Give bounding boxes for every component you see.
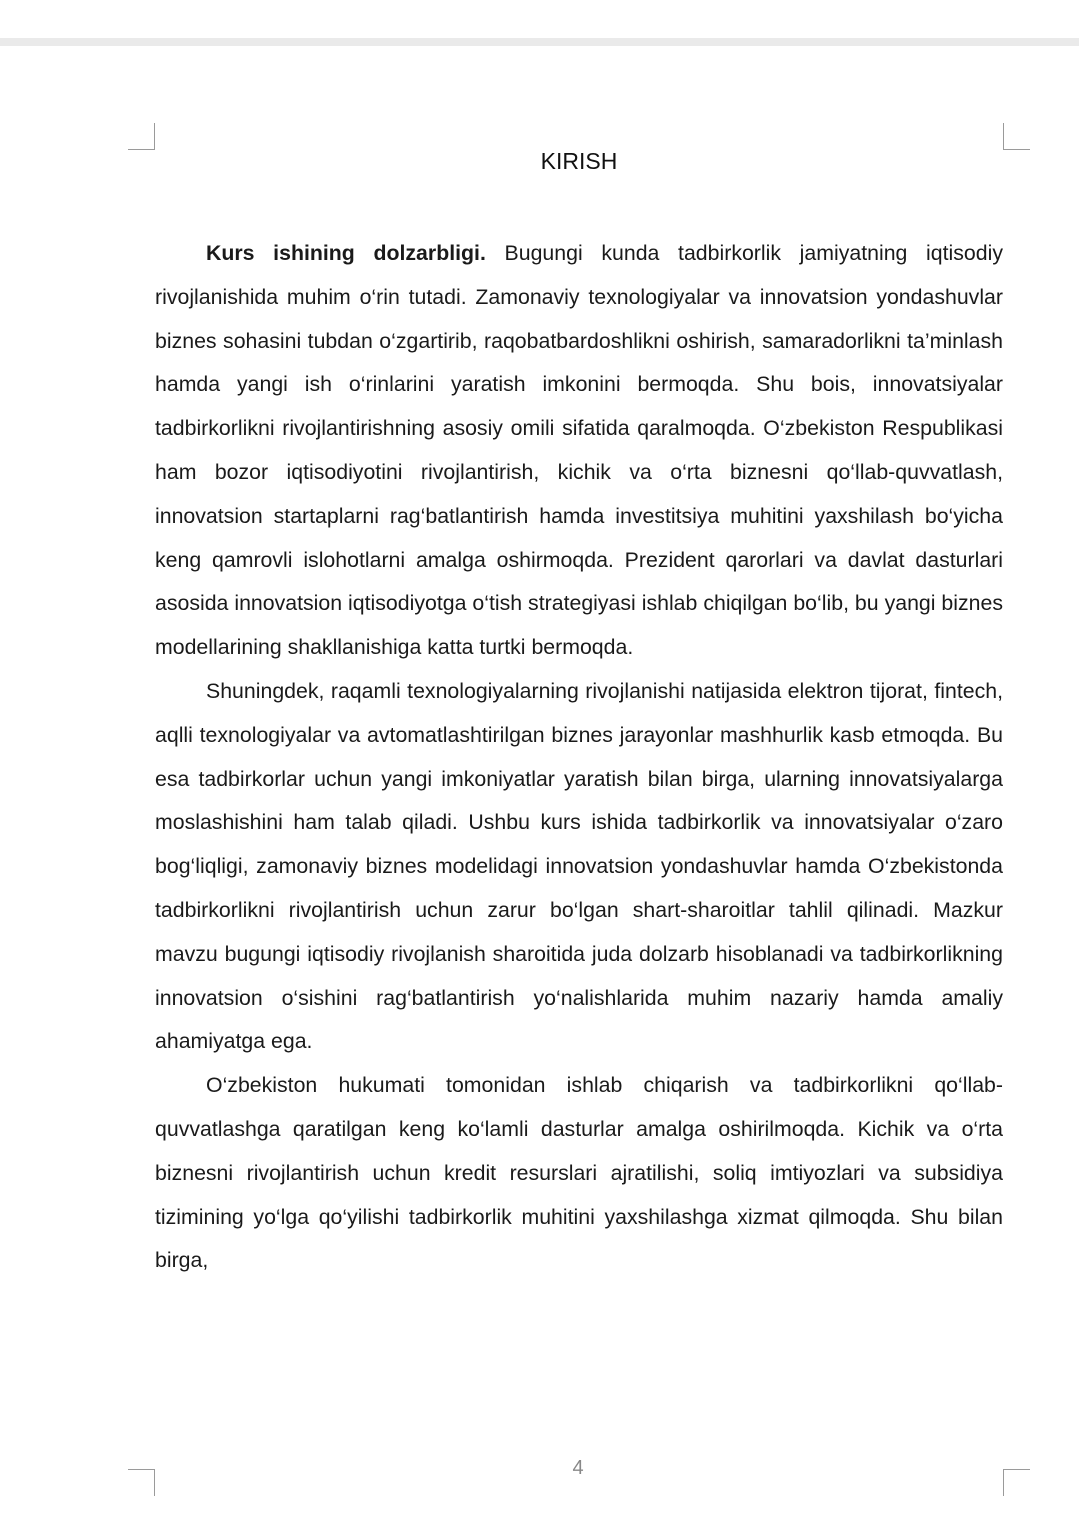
margin-corner-mark-bottom-right <box>1003 1469 1030 1496</box>
page-heading: KIRISH <box>540 148 618 174</box>
paragraph-3-text: O‘zbekiston hukumati tomonidan ishlab chiqarish va tadbirkorlikni qo‘llab-quvvatlashga qaratilgan keng ko‘lamli dasturlar amalga oshirilmoqda. Kichik va o‘rta biznesni rivojlantirish uchun kredit resurslari ajratilishi, soliq imtiyozlari va subsidiya tizimining yo‘lga qo‘yilishi tadbirkorlik muhitini yaxshilashga xizmat qilmoqda. Shu bilan birga, <box>155 1073 1003 1273</box>
paragraph-1-text: Bugungi kunda tadbirkorlik jamiyatning iqtisodiy rivojlanishida muhim o‘rin tutadi. Zamonaviy texnologiyalar va innovatsion yondashuvlar biznes sohasini tubdan o‘zgartirib, raqobatbardoshlikni oshirish, samaradorlikni ta’minlash hamda yangi ish o‘rinlarini yaratish imkonini bermoqda. Shu bois, innovatsiyalar tadbirkorlikni rivojlantirishning asosiy omili sifatida qaralmoqda. O‘zbekiston Respublikasi ham bozor iqtisodiyotini rivojlantirish, kichik va o‘rta biznesni qo‘llab-quvvatlash, innovatsion startaplarni rag‘batlantirish hamda investitsiya muhitini yaxshilash bo‘yicha keng qamrovli islohotlarni amalga oshirmoqda. Prezident qarorlari va davlat dasturlari asosida innovatsion iqtisodiyotga o‘tish strategiyasi ishlab chiqilgan bo‘lib, bu yangi biznes modellarining shakllanishiga katta turtki bermoqda. <box>155 241 1003 660</box>
margin-corner-mark-top-right <box>1003 123 1030 150</box>
body-text <box>155 232 1003 1283</box>
paragraph-2-text: Shuningdek, raqamli texnologiyalarning rivojlanishi natijasida elektron tijorat, fintech, aqlli texnologiyalar va avtomatlashtirilgan biznes jarayonlar mashhurlik kasb etmoqda. Bu esa tadbirkorlar uchun yangi imkoniyatlar yaratish bilan birga, ularning innovatsiyalarga moslashishini ham talab qiladi. Ushbu kurs ishida tadbirkorlik va innovatsiyalar o‘zaro bog‘liqligi, zamonaviy biznes modelidagi innovatsion yondashuvlar hamda O‘zbekistonda tadbirkorlikni rivojlantirish uchun zarur bo‘lgan shart-sharoitlar tahlil qilinadi. Mazkur mavzu bugungi iqtisodiy rivojlanish sharoitida juda dolzarb hisoblanadi va tadbirkorlikning innovatsion o‘sishini rag‘batlantirish yo‘nalishlarida muhim nazariy hamda amaliy ahamiyatga ega. <box>155 678 1003 1054</box>
paragraph-1-lead: Kurs ishining dolzarbligi. <box>206 241 486 265</box>
viewer-divider <box>0 38 1079 46</box>
paragraph-2 <box>155 670 1003 1064</box>
margin-corner-mark-bottom-left <box>128 1469 155 1496</box>
viewer-top-bar <box>0 0 1079 38</box>
page-number: 4 <box>572 1457 584 1479</box>
document-page[interactable] <box>0 46 1079 1529</box>
margin-corner-mark-top-left <box>128 123 155 150</box>
paragraph-1 <box>155 232 1003 670</box>
paragraph-3 <box>155 1064 1003 1283</box>
